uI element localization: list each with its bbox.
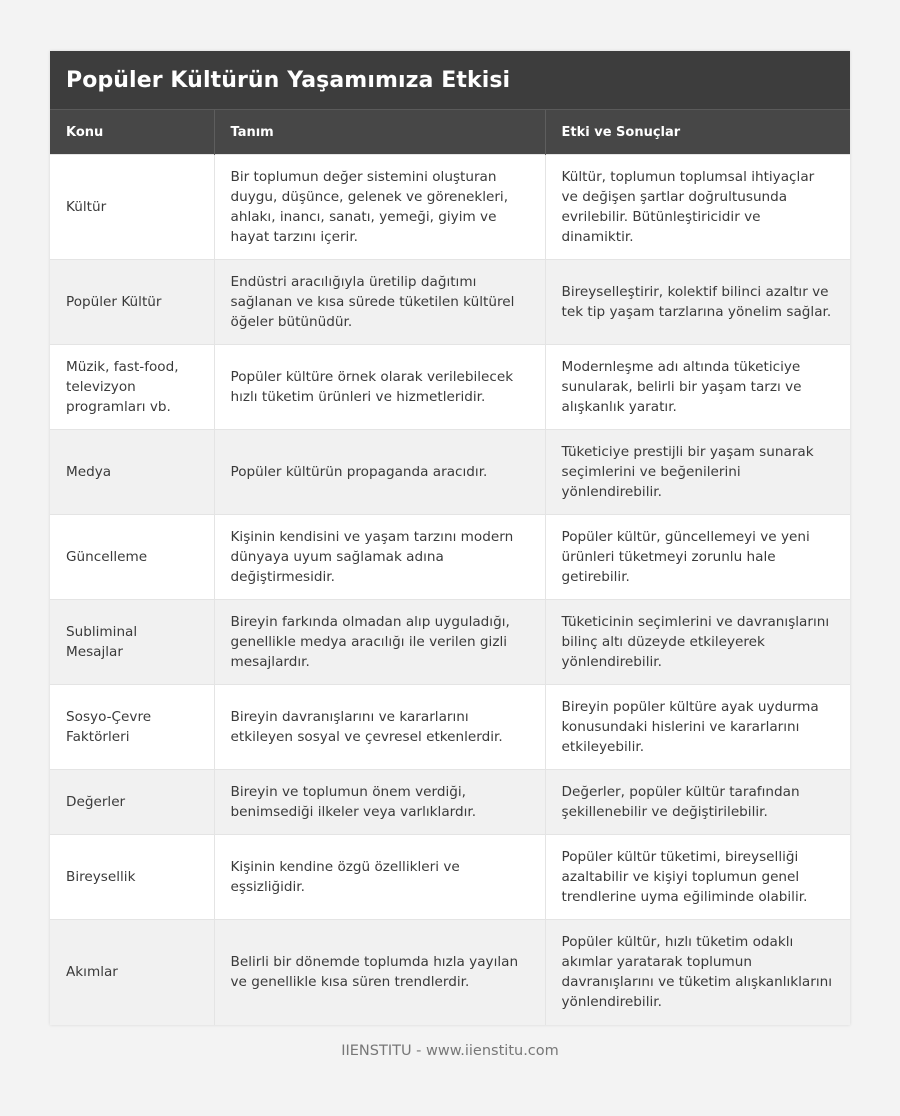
cell-etki: Popüler kültür, hızlı tüketim odaklı akımlar yaratarak toplumun davranışlarını ve tüketim alışkanlıklarını yönlendirebilir. [545,920,850,1025]
table-title: Popüler Kültürün Yaşamımıza Etkisi [50,51,850,109]
cell-konu: Popüler Kültür [50,260,214,345]
cell-etki: Değerler, popüler kültür tarafından şekillenebilir ve değiştirilebilir. [545,770,850,835]
cell-tanim: Bir toplumun değer sistemini oluşturan duygu, düşünce, gelenek ve görenekleri, ahlakı, inancı, sanatı, yemeği, giyim ve hayat tarzını içerir. [214,155,545,260]
cell-etki: Bireyselleştirir, kolektif bilinci azaltır ve tek tip yaşam tarzlarına yönelim sağlar. [545,260,850,345]
cell-konu: Bireysellik [50,835,214,920]
table-row [50,155,850,260]
cell-konu: Akımlar [50,920,214,1025]
info-table [50,109,850,1025]
cell-etki: Kültür, toplumun toplumsal ihtiyaçlar ve değişen şartlar doğrultusunda evrilebilir. Bütünleştiricidir ve dinamiktir. [545,155,850,260]
table-row [50,920,850,1025]
cell-etki: Bireyin popüler kültüre ayak uydurma konusundaki hislerini ve kararlarını etkileyebilir. [545,685,850,770]
table-row [50,685,850,770]
cell-konu: Medya [50,430,214,515]
cell-tanim: Kişinin kendine özgü özellikleri ve eşsizliğidir. [214,835,545,920]
header-row [50,110,850,155]
cell-etki: Tüketiciye prestijli bir yaşam sunarak seçimlerini ve beğenilerini yönlendirebilir. [545,430,850,515]
table-row [50,260,850,345]
table-row [50,345,850,430]
header-konu: Konu [50,110,214,155]
table-row [50,600,850,685]
cell-konu: Değerler [50,770,214,835]
cell-etki: Popüler kültür, güncellemeyi ve yeni ürünleri tüketmeyi zorunlu hale getirebilir. [545,515,850,600]
cell-konu: Subliminal Mesajlar [50,600,214,685]
footer-credit: IIENSTITU - www.iienstitu.com [341,1043,559,1059]
cell-tanim: Popüler kültürün propaganda aracıdır. [214,430,545,515]
cell-tanim: Bireyin davranışlarını ve kararlarını etkileyen sosyal ve çevresel etkenlerdir. [214,685,545,770]
cell-tanim: Belirli bir dönemde toplumda hızla yayılan ve genellikle kısa süren trendlerdir. [214,920,545,1025]
cell-tanim: Kişinin kendisini ve yaşam tarzını modern dünyaya uyum sağlamak adına değiştirmesidir. [214,515,545,600]
table-card [50,51,850,1025]
cell-tanim: Endüstri aracılığıyla üretilip dağıtımı sağlanan ve kısa sürede tüketilen kültürel öğeler bütünüdür. [214,260,545,345]
table-row [50,835,850,920]
table-row [50,430,850,515]
cell-etki: Tüketicinin seçimlerini ve davranışlarını bilinç altı düzeyde etkileyerek yönlendirebilir. [545,600,850,685]
cell-konu: Kültür [50,155,214,260]
cell-etki: Modernleşme adı altında tüketiciye sunularak, belirli bir yaşam tarzı ve alışkanlık yaratır. [545,345,850,430]
cell-etki: Popüler kültür tüketimi, bireyselliği azaltabilir ve kişiyi toplumun genel trendlerine uyma eğiliminde olabilir. [545,835,850,920]
header-tanim: Tanım [214,110,545,155]
cell-konu: Sosyo-Çevre Faktörleri [50,685,214,770]
cell-tanim: Bireyin farkında olmadan alıp uyguladığı, genellikle medya aracılığı ile verilen gizli mesajlardır. [214,600,545,685]
table-row [50,515,850,600]
cell-tanim: Bireyin ve toplumun önem verdiği, benimsediği ilkeler veya varlıklardır. [214,770,545,835]
header-etki: Etki ve Sonuçlar [545,110,850,155]
cell-konu: Güncelleme [50,515,214,600]
cell-tanim: Popüler kültüre örnek olarak verilebilecek hızlı tüketim ürünleri ve hizmetleridir. [214,345,545,430]
cell-konu: Müzik, fast-food, televizyon programları vb. [50,345,214,430]
table-row [50,770,850,835]
